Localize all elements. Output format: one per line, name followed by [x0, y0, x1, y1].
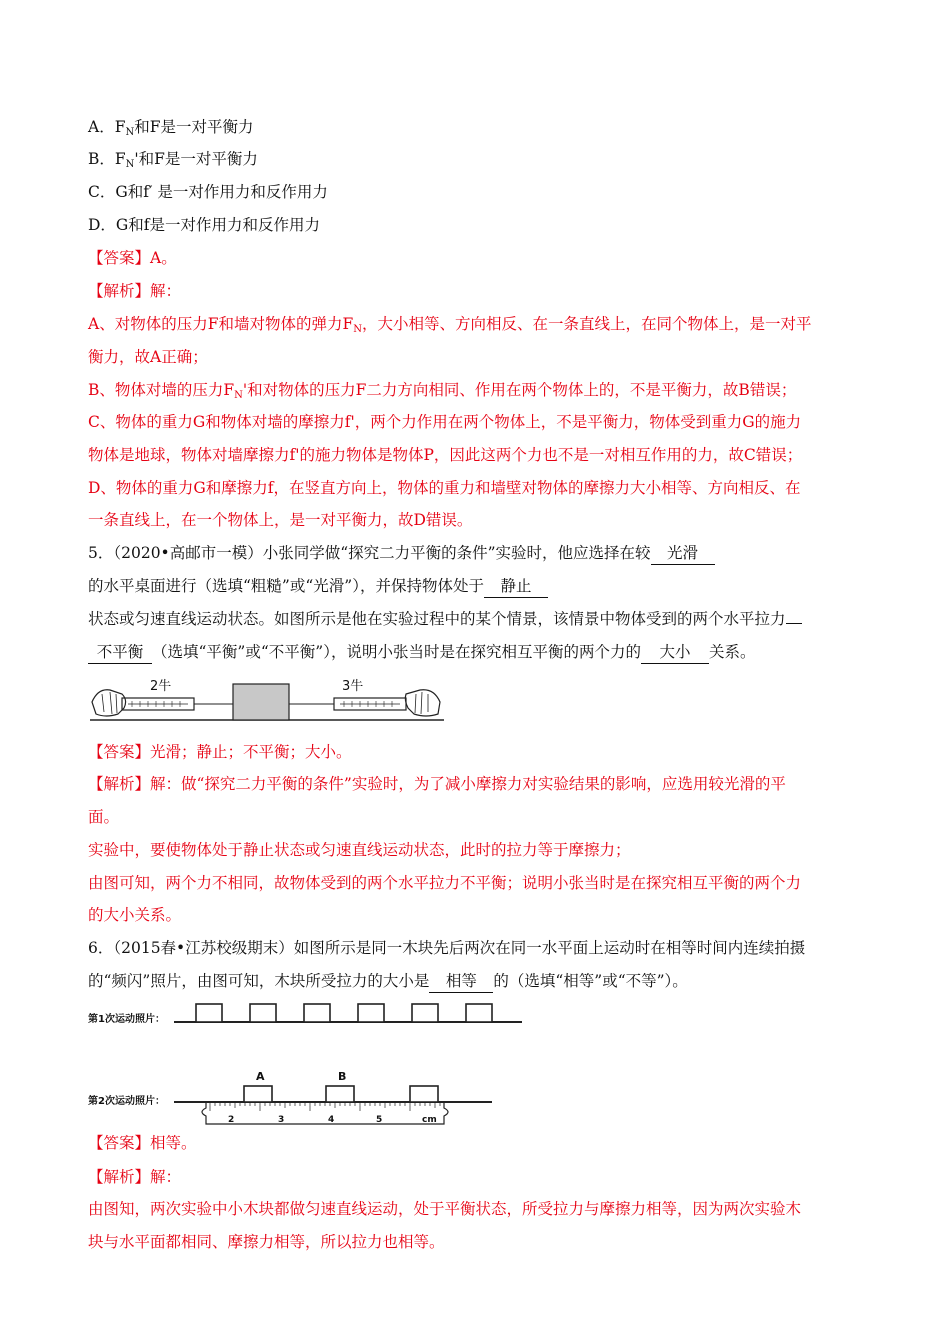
- q6-analysis-head: 【解析】解：: [88, 1168, 182, 1186]
- q4-analysis-a1: A、对物体的压力F和墙对物体的弹力$F_N$，大小相等、方向相反、在一条直线上，在同个物体上，是一对平: [88, 315, 812, 335]
- q5-answer: 【答案】光滑；静止；不平衡；大小。: [88, 743, 352, 761]
- row2-label: 第2次运动照片：: [88, 1096, 165, 1107]
- q4-analysis-d2: 一条直线上，在一个物体上，是一对平衡力，故D错误。: [88, 511, 473, 529]
- wooden-block: [233, 684, 289, 720]
- ruler-number-4: 4: [328, 1115, 335, 1125]
- q4-analysis-d1: D、物体的重力G和摩擦力f，在竖直方向上，物体的重力和墙壁对物体的摩擦力大小相等、方向相反、在: [88, 479, 801, 497]
- ruler-number-5: 5: [376, 1115, 383, 1125]
- row1-block-6: [466, 1004, 492, 1022]
- q5-blank-4: 大小: [641, 641, 709, 664]
- left-scale-label: 2牛: [150, 679, 172, 694]
- q6-analysis-1: 由图知，两次实验中小木块都做匀速直线运动，处于平衡状态，所受拉力与摩擦力相等，因为两次实验木: [88, 1200, 802, 1218]
- right-hand-icon: [405, 690, 440, 716]
- q4-analysis-a2: 衡力，故A正确；: [88, 348, 208, 366]
- q5-analysis-4: 由图可知，两个力不相同，故物体受到的两个水平拉力不平衡；说明小张当时是在探究相互平衡的两个力: [88, 874, 802, 892]
- q5-analysis-5: 的大小关系。: [88, 906, 182, 924]
- q5-line1: 5．（2020•高邮市一模）小张同学做“探究二力平衡的条件”实验时，他应选择在较 光滑: [88, 542, 715, 565]
- row1-block-3: [304, 1004, 330, 1022]
- ruler-ticks: [210, 1102, 440, 1111]
- q5-blank-1: 光滑: [651, 542, 715, 565]
- q5-line4: 不平衡 （选填“平衡”或“不平衡”），说明小张当时是在探究相互平衡的两个力的 大小 关系。: [88, 641, 755, 664]
- row1-block-2: [250, 1004, 276, 1022]
- option-b: B．$F_N'$和F是一对平衡力: [88, 150, 258, 170]
- q5-line3: 状态或匀速直线运动状态。如图所示是他在实验过程中的某个情景，该情景中物体受到的两个水平拉力: [88, 608, 802, 630]
- q4-analysis-c2: 物体是地球，物体对墙摩擦力f'的施力物体是物体P，因此这两个力也不是一对相互作用的力，故C错误；: [88, 446, 803, 464]
- left-hand-icon: [92, 690, 126, 716]
- q4-analysis-head: 【解析】解：: [88, 282, 182, 300]
- q6-blank: 相等: [429, 970, 493, 993]
- row2-block-1: [244, 1086, 272, 1102]
- q6-strobe-figure: [88, 998, 528, 1126]
- row1-label: 第1次运动照片：: [88, 1014, 165, 1025]
- row1-block-4: [358, 1004, 384, 1022]
- q5-line2: 的水平桌面进行（选填“粗糙”或“光滑”），并保持物体处于 静止: [88, 575, 548, 598]
- row1-block-1: [196, 1004, 222, 1022]
- block-b-label: B: [338, 1070, 347, 1083]
- q5-analysis-1: 【解析】解：做“探究二力平衡的条件”实验时，为了减小摩擦力对实验结果的影响，应选用较光滑的平: [88, 775, 786, 793]
- q6-answer: 【答案】相等。: [88, 1134, 197, 1152]
- row2-block-3: [410, 1086, 438, 1102]
- q5-blank-2: 静止: [484, 575, 548, 598]
- ruler-number-2: 2: [228, 1115, 235, 1125]
- q4-analysis-b: B、物体对墙的压力$F_N'$和对物体的压力F二力方向相同、作用在两个物体上的，不是平衡力，故B错误；: [88, 381, 797, 401]
- right-scale-label: 3牛: [342, 679, 364, 694]
- q5-analysis-3: 实验中，要使物体处于静止状态或匀速直线运动状态，此时的拉力等于摩擦力；: [88, 841, 631, 859]
- option-a: A．$F_N$和F是一对平衡力: [88, 118, 254, 138]
- q6-line2: 的“频闪”照片，由图可知，木块所受拉力的大小是 相等 的（选填“相等”或“不等”）。: [88, 970, 688, 993]
- ruler-number-3: 3: [278, 1115, 285, 1125]
- q6-analysis-2: 块与水平面都相同、摩擦力相等，所以拉力也相等。: [88, 1233, 445, 1251]
- option-d: D．G和f是一对作用力和反作用力: [88, 216, 321, 234]
- q5-spring-scale-figure: [88, 672, 448, 734]
- q5-blank-3: 不平衡: [88, 641, 152, 664]
- q6-line1: 6．（2015春•江苏校级期末）如图所示是同一木块先后两次在同一水平面上运动时在相等时间内连续拍摄: [88, 939, 806, 957]
- option-c: C．G和f′ 是一对作用力和反作用力: [88, 183, 328, 201]
- row2-block-2: [326, 1086, 354, 1102]
- q5-analysis-2: 面。: [88, 808, 120, 826]
- q4-analysis-c1: C、物体的重力G和物体对墙的摩擦力f'，两个力作用在两个物体上，不是平衡力，物体受到重力G的施力: [88, 413, 802, 431]
- q4-answer: 【答案】A。: [88, 249, 177, 267]
- ruler-unit: cm: [422, 1115, 437, 1125]
- row1-block-5: [412, 1004, 438, 1022]
- block-a-label: A: [256, 1070, 265, 1083]
